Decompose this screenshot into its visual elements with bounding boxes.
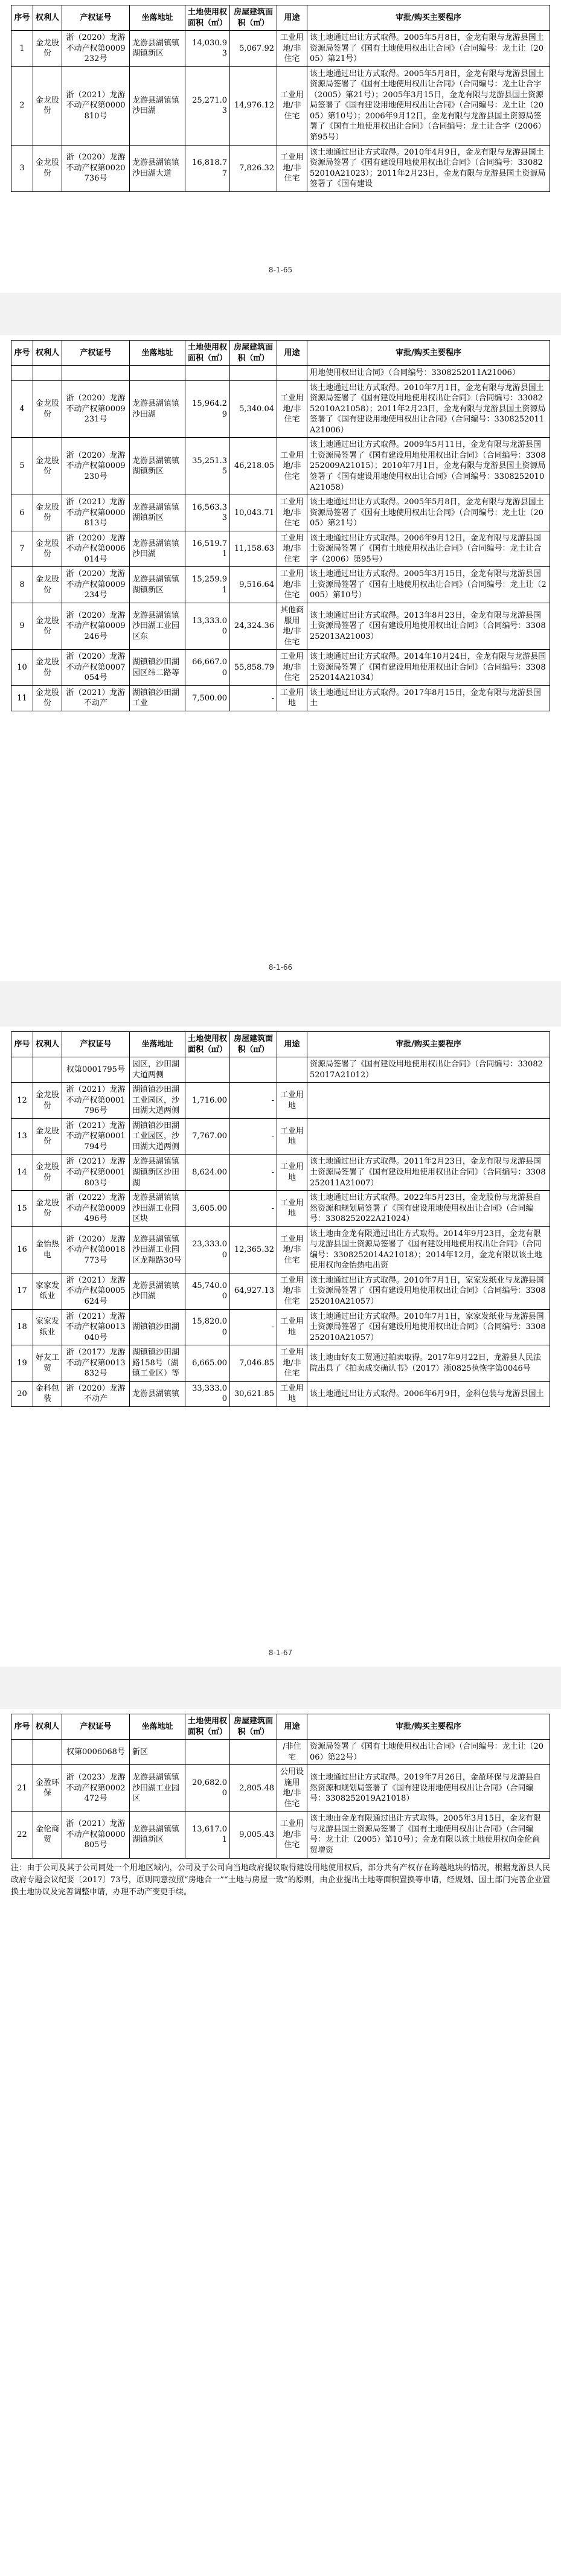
land-area-cell: 6,665.00 [185,1345,230,1382]
owner-cell: 好友工贸 [33,1345,62,1382]
row-number: 4 [11,380,33,438]
row-number: 14 [11,1155,33,1191]
land-area-cell [185,366,230,381]
owner-cell: 金盈环保 [33,1765,62,1812]
land-area-cell [185,1740,230,1765]
address-cell: 湖镇镇沙田湖工业园区，沙田湖大道两侧 [130,1118,185,1155]
building-area-cell: - [230,1155,277,1191]
procedure-cell: 该土地由金龙有限通过出让方式取得。2005年3月15日，金龙有限与龙游县国土资源局签署了《国有土地使用权出让合同》（合同编号：龙土让（2005）第10号）；金龙有限以该土地使用权向金伦商贸增资 [307,1812,550,1858]
usage-cell: 工业用地 [277,685,307,711]
document-page-2 [0,335,561,981]
table-header-row [11,5,550,31]
row-number: 5 [11,438,33,495]
certificate-cell: 浙（2020）龙游不动产权第0007054号 [62,650,130,686]
procedure-cell: 该土地通过出让方式取得。2006年6月9日，金科包装与龙游县国土 [307,1381,550,1406]
building-area-cell: 9,005.43 [230,1812,277,1858]
table-row [11,685,550,711]
row-number: 20 [11,1381,33,1406]
owner-cell: 金科包装 [33,1381,62,1406]
owner-cell: 金龙股份 [33,1191,62,1227]
header-cell: 产权证号 [62,341,130,366]
procedure-cell: 该土地通过出让方式取得。2011年2月23日，金龙有限与龙游县国土资源局签署了《国有建设用地使用权出让合同》（合同编号：3308252011A21007） [307,1155,550,1191]
header-cell: 土地使用权面积（㎡） [185,341,230,366]
header-cell: 审批/购买主要程序 [307,5,550,31]
header-cell: 土地使用权面积（㎡） [185,1714,230,1740]
building-area-cell: 24,324.36 [230,603,277,650]
row-number: 9 [11,603,33,650]
row-number: 16 [11,1226,33,1273]
usage-cell [277,366,307,381]
usage-cell: 工业用地 [277,1083,307,1119]
row-number: 11 [11,685,33,711]
owner-cell [33,1740,62,1765]
header-cell: 产权证号 [62,1032,130,1057]
address-cell: 龙游县湖镇镇湖镇新区 [130,567,185,603]
certificate-cell: 浙（2020）龙游不动产权第0020736号 [62,145,130,191]
certificate-cell: 浙（2021）龙游不动产权第0000805号 [62,1812,130,1858]
certificate-cell: 浙（2021）龙游不动产权第0001794号 [62,1118,130,1155]
owner-cell: 金龙股份 [33,1083,62,1119]
table-row [11,380,550,438]
usage-cell: 工业用地/非住宅 [277,567,307,603]
building-area-cell: 5,067.92 [230,31,277,67]
address-cell: 湖镇镇沙田湖 [130,1309,185,1345]
address-cell: 龙游县湖镇镇湖镇新区 [130,495,185,531]
land-area-cell: 16,519.71 [185,531,230,567]
table-header-row [11,341,550,366]
row-number: 2 [11,66,33,145]
procedure-cell: 该土地通过出让方式取得。2010年4月9日，金龙有限与龙游县国土资源局签署了《国有建设用地使用权出让合同》（合同编号：3308252010A21023）；2011年2月23日，金龙有限与龙游县国土资源局签署了《国有建设 [307,145,550,191]
row-number [11,366,33,381]
usage-cell: 工业用地/非住宅 [277,1273,307,1309]
procedure-cell: 该土地由金龙有限通过出让方式取得。2014年9月23日，金龙有限与龙游县国土资源局签署了《国有建设用地使用权出让合同》（合同编号：3308252014A21018）；2014年12月，金龙有限以该土地使用权向金怡热电出资 [307,1226,550,1273]
usage-cell: 公用设施用地/非住宅 [277,1765,307,1812]
table-row [11,1118,550,1155]
usage-cell: 工业用地/非住宅 [277,380,307,438]
certificate-cell: 浙（2021）龙游不动产权第0001796号 [62,1083,130,1119]
land-table-page-1 [11,5,550,192]
header-cell: 序号 [11,341,33,366]
table-row [11,438,550,495]
header-cell: 审批/购买主要程序 [307,1032,550,1057]
procedure-cell: 该土地通过出让方式取得。2010年7月1日，金龙有限与龙游县国土资源局签署了《国有建设用地使用权出让合同》（合同编号：3308252010A21058）；2011年2月23日，金龙有限与龙游县国土资源局签署了《国有建设用地使用权出让合同》（合同编号：3308252011A21006） [307,380,550,438]
procedure-cell: 该土地通过出让方式取得。2019年7月26日，金盈环保与龙游县自然资源和规划局签署了《国有建设用地使用权出让合同》（合同编号：3308252019A21018） [307,1765,550,1812]
document-page-3 [0,1027,561,1667]
header-cell: 用途 [277,1032,307,1057]
table-row [11,1309,550,1345]
table-row [11,495,550,531]
procedure-cell: 资源局签署了《国有建设用地使用权出让合同》（合同编号：3308252017A21012） [307,1057,550,1083]
usage-cell: 其他商服用地/非住宅 [277,603,307,650]
land-area-cell: 16,818.77 [185,145,230,191]
table-row [11,1812,550,1858]
table-header-row [11,1032,550,1057]
building-area-cell: 64,927.13 [230,1273,277,1309]
land-area-cell: 15,820.00 [185,1309,230,1345]
row-number: 8 [11,567,33,603]
building-area-cell: 14,976.12 [230,66,277,145]
table-row [11,650,550,686]
owner-cell: 金龙股份 [33,31,62,67]
land-area-cell: 15,259.91 [185,567,230,603]
header-cell: 审批/购买主要程序 [307,341,550,366]
table-row [11,145,550,191]
address-cell: 湖镇镇沙田湖工业 [130,685,185,711]
procedure-cell: 该土地通过出让方式取得。2022年5月23日，金龙股份与龙游县自然资源和规划局签署了《国有建设用地使用权出让合同》（合同编号：3308252022A21024） [307,1191,550,1227]
usage-cell: 工业用地/非住宅 [277,66,307,145]
address-cell: 湖镇镇沙田湖工业园区，沙田湖大道两侧 [130,1083,185,1119]
procedure-cell [307,1083,550,1119]
owner-cell: 金龙股份 [33,380,62,438]
procedure-cell: 该土地通过出让方式取得。2013年8月23日，金龙有限与龙游县国土资源局签署了《国有建设用地使用权出让合同》（合同编号：3308252013A21003） [307,603,550,650]
owner-cell: 金怡热电 [33,1226,62,1273]
building-area-cell: 55,858.79 [230,650,277,686]
usage-cell: 工业用地 [277,1309,307,1345]
usage-cell: 工业用地/非住宅 [277,1812,307,1858]
certificate-cell: 浙（2020）龙游不动产 [62,1381,130,1406]
address-cell: 龙游县湖镇镇沙田湖 [130,531,185,567]
row-number [11,1057,33,1083]
header-cell: 土地使用权面积（㎡） [185,5,230,31]
building-area-cell: 30,621.85 [230,1381,277,1406]
land-area-cell: 1,716.00 [185,1083,230,1119]
page-number: 8-1-67 [268,1648,293,1657]
table-row [11,1191,550,1227]
header-cell: 用途 [277,341,307,366]
land-table-page-3 [11,1031,550,1407]
header-cell: 坐落地址 [130,5,185,31]
table-row [11,66,550,145]
certificate-cell: 浙（2022）龙游不动产权第0009496号 [62,1191,130,1227]
land-area-cell [185,1057,230,1083]
page-number: 8-1-65 [268,266,293,274]
procedure-cell: 该土地通过出让方式取得。2006年9月12日，金龙有限与龙游县国土资源局签署了《国有土地使用权出让合同》（合同编号：龙土让合字（2006）第95号） [307,531,550,567]
row-number: 12 [11,1083,33,1119]
address-cell: 龙游县湖镇镇沙田湖 [130,380,185,438]
certificate-cell [62,366,130,381]
building-area-cell: 10,043.71 [230,495,277,531]
header-cell: 产权证号 [62,1714,130,1740]
row-number: 17 [11,1273,33,1309]
building-area-cell: 12,365.32 [230,1226,277,1273]
address-cell: 新区 [130,1740,185,1765]
land-area-cell: 13,333.00 [185,603,230,650]
usage-cell: 工业用地/非住宅 [277,650,307,686]
address-cell: 龙游县湖镇镇湖镇新区沙田湖 [130,1155,185,1191]
address-cell: 龙游县湖镇镇沙田湖工业园区东 [130,603,185,650]
row-number: 18 [11,1309,33,1345]
header-cell: 序号 [11,5,33,31]
row-number: 13 [11,1118,33,1155]
address-cell: 龙游县湖镇镇沙田湖工业园区龙翔路30号 [130,1226,185,1273]
table-header-row [11,1714,550,1740]
owner-cell: 金龙股份 [33,66,62,145]
usage-cell: 工业用地/非住宅 [277,438,307,495]
certificate-cell: 浙（2020）龙游不动产权第0006014号 [62,531,130,567]
procedure-cell: 该土地通过出让方式取得。2017年8月15日，金龙有限与龙游县国土 [307,685,550,711]
building-area-cell [230,366,277,381]
table-row [11,603,550,650]
owner-cell: 金龙股份 [33,531,62,567]
table-row [11,1381,550,1406]
owner-cell [33,366,62,381]
address-cell [130,366,185,381]
header-cell: 坐落地址 [130,1032,185,1057]
address-cell: 龙游县湖镇镇沙田湖 [130,66,185,145]
table-row [11,567,550,603]
certificate-cell: 浙（2021）龙游不动产权第0005624号 [62,1273,130,1309]
row-number: 3 [11,145,33,191]
procedure-cell: 该土地通过出让方式取得。2014年10月24日，金龙有限与龙游县国土资源局签署了《国有建设用地使用权出让合同》（合同编号：3308252014A21034） [307,650,550,686]
certificate-cell: 权第0006068号 [62,1740,130,1765]
owner-cell: 金龙股份 [33,685,62,711]
building-area-cell: - [230,685,277,711]
header-cell: 产权证号 [62,5,130,31]
land-area-cell: 33,333.00 [185,1381,230,1406]
certificate-cell: 浙（2021）龙游不动产权第0000810号 [62,66,130,145]
header-cell: 权利人 [33,1714,62,1740]
land-area-cell: 3,605.00 [185,1191,230,1227]
owner-cell: 金龙股份 [33,1118,62,1155]
address-cell: 龙游县湖镇镇湖镇新区 [130,31,185,67]
usage-cell: 工业用地 [277,1191,307,1227]
certificate-cell: 浙（2020）龙游不动产权第0018773号 [62,1226,130,1273]
table-row [11,1765,550,1812]
certificate-cell: 浙（2020）龙游不动产权第0009231号 [62,380,130,438]
address-cell: 龙游县湖镇镇沙田湖工业园区 [130,1765,185,1812]
header-cell: 权利人 [33,5,62,31]
land-area-cell: 13,617.01 [185,1812,230,1858]
document-page-1 [0,0,561,293]
certificate-cell: 浙（2021）龙游不动产 [62,685,130,711]
land-area-cell: 20,682.00 [185,1765,230,1812]
building-area-cell: - [230,1191,277,1227]
table-row [11,1273,550,1309]
certificate-cell: 浙（2023）龙游不动产权第0002472号 [62,1765,130,1812]
header-cell: 审批/购买主要程序 [307,1714,550,1740]
certificate-cell: 浙（2020）龙游不动产权第0009230号 [62,438,130,495]
row-number: 19 [11,1345,33,1382]
procedure-cell: 该土地通过出让方式取得。2005年5月8日，金龙有限与龙游县国土资源局签署了《国有土地使用权出让合同》（合同编号：龙土让合字（2005）第21号）；2005年3月15日，金龙有限与龙游县国土资源局签署了《国有建设用地使用权出让合同》（合同编号：龙土让（2005）第10号）；2006年9月12日，金龙有限与龙游县国土资源局签署了《国有土地使用权出让合同》（合同编号：龙土让合字（2006）第95号） [307,66,550,145]
table-row [11,1740,550,1765]
owner-cell: 金龙股份 [33,650,62,686]
header-cell: 坐落地址 [130,1714,185,1740]
address-cell: 湖镇镇沙田湖路158号（湖镇工业区）等 [130,1345,185,1382]
row-number [11,1740,33,1765]
certificate-cell: 浙（2020）龙游不动产权第0009246号 [62,603,130,650]
owner-cell: 金龙股份 [33,1155,62,1191]
land-area-cell: 14,030.93 [185,31,230,67]
table-row [11,1345,550,1382]
land-table-page-2 [11,340,550,711]
land-area-cell: 16,563.33 [185,495,230,531]
table-row [11,1226,550,1273]
building-area-cell: 2,805.48 [230,1765,277,1812]
land-area-cell: 25,271.03 [185,66,230,145]
usage-cell: 工业用地/非住宅 [277,531,307,567]
row-number: 15 [11,1191,33,1227]
building-area-cell: 11,158.63 [230,531,277,567]
procedure-cell: 该土地由好友工贸通过拍卖取得。2017年9月22日，龙游县人民法院出具了《拍卖成交确认书》（2017）浙0825执恢字第0046号 [307,1345,550,1382]
owner-cell: 金龙股份 [33,145,62,191]
header-cell: 房屋建筑面积（㎡） [230,1032,277,1057]
header-cell: 权利人 [33,341,62,366]
footnote: 注：由于公司及其子公司同处一个用地区域内，公司及子公司向当地政府提议取得建设用地使用权后，部分共有产权存在跨越地块的情况，根据龙游县人民政府专题会议纪要〔2017〕73号，原则同意按照“房地合一”“土地与房屋一致”的原则，由企业提出土地等面积置换等申请，经规划、国土部门完善企业置换土地协议及完善调整申请，办理不动产变更手续。 [11,1863,550,1897]
document-page-4 [0,1709,561,2576]
certificate-cell: 浙（2020）龙游不动产权第0009232号 [62,31,130,67]
building-area-cell: 7,046.85 [230,1345,277,1382]
usage-cell: 工业用地/非住宅 [277,1345,307,1382]
header-cell: 土地使用权面积（㎡） [185,1032,230,1057]
certificate-cell: 浙（2021）龙游不动产权第0013040号 [62,1309,130,1345]
table-row [11,1083,550,1119]
land-area-cell: 45,740.00 [185,1273,230,1309]
building-area-cell [230,1740,277,1765]
building-area-cell: - [230,1118,277,1155]
owner-cell [33,1057,62,1083]
building-area-cell: 46,218.05 [230,438,277,495]
row-number: 10 [11,650,33,686]
building-area-cell: 7,826.32 [230,145,277,191]
row-number: 6 [11,495,33,531]
building-area-cell: - [230,1309,277,1345]
certificate-cell: 权第0001795号 [62,1057,130,1083]
address-cell: 龙游县湖镇镇沙田湖 [130,1273,185,1309]
usage-cell [277,1057,307,1083]
header-cell: 房屋建筑面积（㎡） [230,341,277,366]
header-cell: 用途 [277,5,307,31]
usage-cell: 工业用地/非住宅 [277,495,307,531]
building-area-cell [230,1057,277,1083]
header-cell: 序号 [11,1714,33,1740]
header-cell: 坐落地址 [130,341,185,366]
land-area-cell: 7,500.00 [185,685,230,711]
table-row [11,31,550,67]
address-cell: 园区，沙田湖大道两侧 [130,1057,185,1083]
building-area-cell: - [230,1083,277,1119]
usage-cell: 工业用地 [277,1155,307,1191]
row-number: 22 [11,1812,33,1858]
procedure-cell: 该土地通过出让方式取得。2010年7月1日，家家发纸业与龙游县国土资源局签署了《国有建设用地使用权出让合同》（合同编号：3308252010A21057） [307,1273,550,1309]
row-number: 1 [11,31,33,67]
procedure-cell: 该土地通过出让方式取得。2005年5月8日，金龙有限与龙游县国土资源局签署了《国有土地使用权出让合同》（合同编号：龙土让（2005）第21号） [307,495,550,531]
usage-cell: 工业用地 [277,1381,307,1406]
owner-cell: 家家发纸业 [33,1273,62,1309]
land-table-page-4 [11,1714,550,1859]
procedure-cell [307,1118,550,1155]
address-cell: 龙游县湖镇镇沙田湖大道 [130,145,185,191]
certificate-cell: 浙（2021）龙游不动产权第0000813号 [62,495,130,531]
header-cell: 房屋建筑面积（㎡） [230,1714,277,1740]
row-number: 7 [11,531,33,567]
owner-cell: 金龙股份 [33,495,62,531]
table-row [11,1057,550,1083]
building-area-cell: 9,516.64 [230,567,277,603]
address-cell: 龙游县湖镇镇沙田湖工业园区块 [130,1191,185,1227]
usage-cell: 工业用地/非住宅 [277,1226,307,1273]
header-cell: 用途 [277,1714,307,1740]
owner-cell: 金龙股份 [33,603,62,650]
address-cell: 龙游县湖镇镇 [130,1381,185,1406]
procedure-cell: 该土地通过出让方式取得。2009年5月11日，金龙有限与龙游县国土资源局签署了《国有建设用地使用权出让合同》（合同编号：3308252009A21015）；2010年7月1日，金龙有限与龙游县国土资源局签署了《国有建设用地使用权出让合同》（合同编号：3308252010A21058） [307,438,550,495]
land-area-cell: 66,667.00 [185,650,230,686]
procedure-cell: 该土地通过出让方式取得。2010年7月1日，家家发纸业与龙游县国土资源局签署了《国有建设用地使用权出让合同》（合同编号：3308252010A21057） [307,1309,550,1345]
procedure-cell: 该土地通过出让方式取得。2005年5月8日，金龙有限与龙游县国土资源局签署了《国有土地使用权出让合同》（合同编号：龙土让（2005）第21号） [307,31,550,67]
procedure-cell: 该土地通过出让方式取得。2005年3月15日，金龙有限与龙游县国土资源局签署了《国有土地使用权出让合同》（合同编号：龙土让（2005）第10号） [307,567,550,603]
procedure-cell: 资源局签署了《国有土地使用权出让合同》（合同编号：龙土让（2006）第22号） [307,1740,550,1765]
usage-cell: 工业用地/非住宅 [277,145,307,191]
certificate-cell: 浙（2017）龙游不动产权第0013832号 [62,1345,130,1382]
header-cell: 权利人 [33,1032,62,1057]
owner-cell: 金龙股份 [33,567,62,603]
building-area-cell: 5,340.04 [230,380,277,438]
owner-cell: 家家发纸业 [33,1309,62,1345]
land-area-cell: 23,333.00 [185,1226,230,1273]
usage-cell: /非住宅 [277,1740,307,1765]
page-number: 8-1-66 [268,963,293,972]
header-cell: 序号 [11,1032,33,1057]
table-row [11,1155,550,1191]
table-row [11,531,550,567]
certificate-cell: 浙（2021）龙游不动产权第0001803号 [62,1155,130,1191]
usage-cell: 工业用地 [277,1118,307,1155]
procedure-cell: 用地使用权出让合同》（合同编号：3308252011A21006） [307,366,550,381]
address-cell: 湖镇镇沙田湖园区纬二路等 [130,650,185,686]
land-area-cell: 7,767.00 [185,1118,230,1155]
land-area-cell: 8,624.00 [185,1155,230,1191]
owner-cell: 金伦商贸 [33,1812,62,1858]
row-number: 21 [11,1765,33,1812]
address-cell: 龙游县湖镇镇湖镇新区 [130,1812,185,1858]
land-area-cell: 35,251.35 [185,438,230,495]
address-cell: 龙游县湖镇镇湖镇新区 [130,438,185,495]
certificate-cell: 浙（2020）龙游不动产权第0009234号 [62,567,130,603]
usage-cell: 工业用地/非住宅 [277,31,307,67]
table-row [11,366,550,381]
owner-cell: 金龙股份 [33,438,62,495]
header-cell: 房屋建筑面积（㎡） [230,5,277,31]
land-area-cell: 15,964.29 [185,380,230,438]
